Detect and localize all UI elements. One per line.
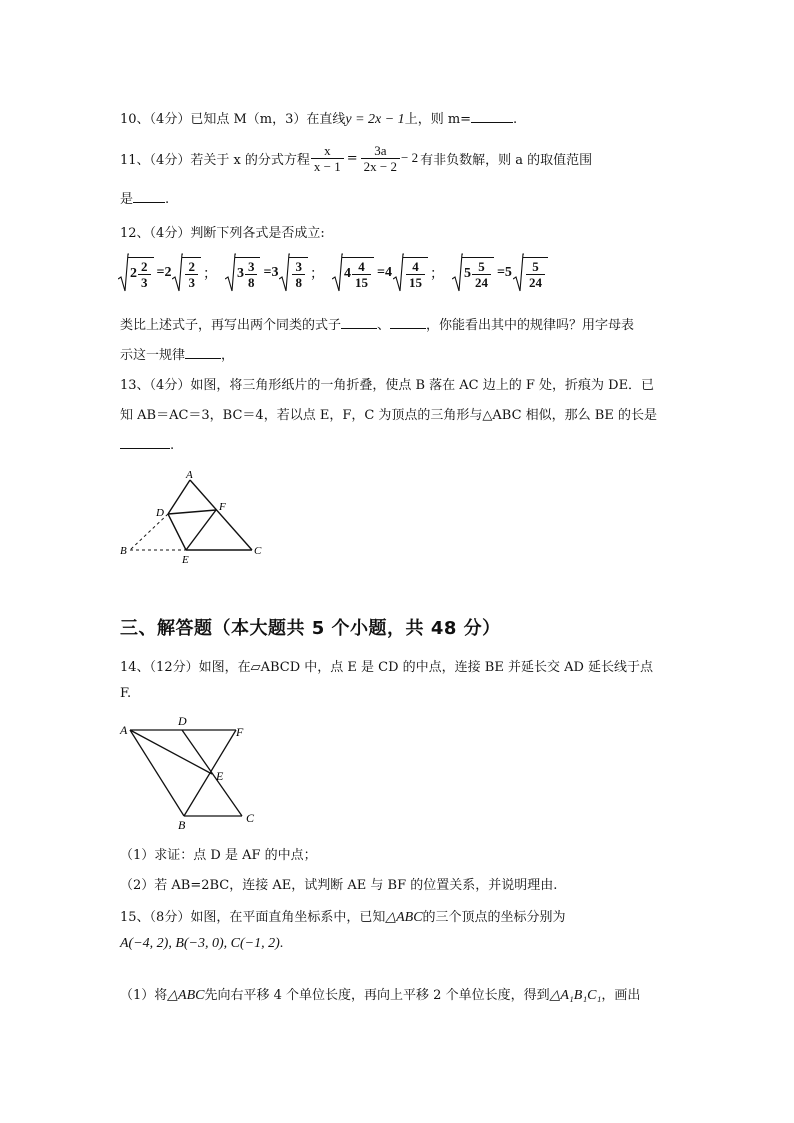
radical-sign <box>118 253 154 293</box>
frac-num: 2 <box>138 259 151 275</box>
q11-prefix: 11、（4分）若关于 x 的分式方程 <box>120 152 310 168</box>
label-a: A <box>186 469 193 481</box>
label-f: F <box>236 725 244 739</box>
q11-frac2-den: 2x − 2 <box>363 158 398 174</box>
segment-ef <box>186 510 216 550</box>
q11-equals: = <box>346 150 358 166</box>
q11-fraction-1 <box>311 143 344 174</box>
radical-sign <box>393 253 428 293</box>
radical-sign <box>452 253 494 293</box>
question-12-line4 <box>120 344 234 363</box>
q14-line1: 14、（12分）如图，在▱ABCD 中，点 E 是 CD 的中点，连接 BE 并延长交 AD 延长线于点 <box>120 660 654 675</box>
q14-sub1: （1）求证：点 D 是 AF 的中点； <box>120 848 317 863</box>
frac-den: 24 <box>528 274 542 290</box>
label-e: E <box>182 554 189 566</box>
q12-line1a: 类比上述式子，再写出两个同类的式子 <box>120 318 342 333</box>
q15-sub1a: （1）将 <box>120 988 168 1003</box>
q14-line2: F. <box>120 686 132 701</box>
q12-prefix: 12、（4分）判断下列各式是否成立: <box>120 226 325 241</box>
radical-frac <box>245 259 258 290</box>
question-12 <box>120 222 325 241</box>
q11-frac2-num: 3a <box>361 143 400 159</box>
frac-den: 3 <box>141 274 148 290</box>
label-e: E <box>216 769 224 783</box>
q11-line2: 是 <box>120 192 134 207</box>
question-14-sub1 <box>120 844 317 863</box>
q10-prefix: 10、（4分）已知点 M（m，3）在直线 <box>120 112 346 127</box>
radical-int: 5 <box>463 266 471 281</box>
q15-triangle: △ABC <box>385 910 423 925</box>
frac-den: 24 <box>474 274 488 290</box>
q11-frac1-num: x <box>311 143 344 159</box>
radical-coef: =3 <box>263 265 279 280</box>
q12-line2-end: ， <box>221 348 235 363</box>
radical-frac <box>292 259 305 290</box>
q10-suffix: 上，则 m= <box>404 112 472 127</box>
q13-line2: 知 AB＝AC＝3，BC＝4，若以点 E，F，C 为顶点的三角形与△ABC 相似，那么 BE 的长是 <box>120 408 657 423</box>
frac-den: 3 <box>188 274 195 290</box>
q15-triangle-2: △ABC <box>167 988 205 1003</box>
q13-line1: 13、（4分）如图，将三角形纸片的一角折叠，使点 B 落在 AC 边上的 F 处，折痕为 DE．已 <box>120 378 655 393</box>
q12-blank-3[interactable] <box>185 346 221 359</box>
frac-den: 8 <box>247 274 255 290</box>
q12-line1b: ，你能看出其中的规律吗？用字母表 <box>426 318 635 333</box>
question-13-line2 <box>120 404 657 423</box>
radical-sign <box>332 253 374 293</box>
q15-sub1b: 先向右平移 4 个单位长度，再向上平移 2 个单位长度，得到 <box>204 988 550 1003</box>
radical-frac <box>352 259 371 290</box>
q12-line2a: 示这一规律 <box>120 348 186 363</box>
side-ad <box>168 480 190 514</box>
radical-frac <box>406 259 425 290</box>
q15-triangle-a1b1c1: △A₁B₁C₁ <box>549 988 602 1003</box>
line-ab <box>130 730 184 816</box>
separator: ； <box>202 267 217 282</box>
radical-coef: =5 <box>496 265 512 280</box>
radical-int: 2 <box>130 266 137 281</box>
q11-suffix: 有非负数解，则 a 的取值范围 <box>420 152 593 168</box>
label-d: D <box>156 507 164 519</box>
q10-answer-blank[interactable] <box>471 110 513 123</box>
figure-q14-parallelogram <box>116 712 276 832</box>
q12-radical-expressions <box>118 250 548 296</box>
q15-sub1c: ，画出 <box>601 988 641 1003</box>
frac-num: 3 <box>292 259 305 275</box>
q12-comma: 、 <box>377 318 391 333</box>
label-d: D <box>178 714 187 728</box>
radical-coef: =2 <box>156 265 172 280</box>
question-13-line1 <box>120 374 654 393</box>
segment-df <box>168 510 216 514</box>
q11-answer-blank[interactable] <box>133 190 165 203</box>
frac-den: 15 <box>408 274 422 290</box>
q10-equation: y = 2x − 1 <box>345 112 405 127</box>
frac-num: 3 <box>245 259 258 275</box>
label-c: C <box>254 545 262 557</box>
question-15-coords <box>120 936 283 952</box>
question-14-sub2 <box>120 874 557 893</box>
question-10 <box>120 108 517 128</box>
q13-end: . <box>170 438 175 453</box>
fold-de <box>168 514 186 550</box>
question-14-line1 <box>120 656 653 675</box>
q12-blank-2[interactable] <box>390 316 426 329</box>
label-b: B <box>120 545 127 557</box>
frac-num: 2 <box>185 259 198 275</box>
figure-q13-triangle-fold <box>116 468 276 568</box>
q15-coordinates: A(−4, 2), B(−3, 0), C(−1, 2) <box>120 936 280 951</box>
frac-num: 4 <box>406 259 425 275</box>
separator: ； <box>309 267 324 282</box>
q11-minus-two: − 2 <box>401 150 419 165</box>
line-ae <box>130 730 212 774</box>
radical-frac <box>138 259 151 290</box>
q11-end: . <box>165 192 170 207</box>
label-f: F <box>219 501 226 513</box>
q12-blank-1[interactable] <box>341 316 377 329</box>
frac-num: 4 <box>352 259 371 275</box>
radical-frac <box>185 259 198 290</box>
label-b: B <box>178 818 186 832</box>
q15-line1b: 的三个顶点的坐标分别为 <box>422 910 566 925</box>
frac-num: 5 <box>526 259 545 275</box>
separator: ； <box>429 267 444 282</box>
question-13-line3 <box>120 436 174 453</box>
q14-sub2: （2）若 AB=2BC，连接 AE，试判断 AE 与 BF 的位置关系，并说明理由. <box>120 878 558 893</box>
radical-int: 4 <box>343 266 351 281</box>
frac-den: 15 <box>354 274 368 290</box>
question-11 <box>120 140 592 176</box>
q11-fraction-2 <box>361 143 400 174</box>
question-12-line3 <box>120 314 634 333</box>
question-15-sub1 <box>120 984 640 1004</box>
question-11-line2 <box>120 188 169 207</box>
question-15-line1 <box>120 906 566 926</box>
question-14-line2 <box>120 686 131 701</box>
radical-sign <box>225 253 261 293</box>
radical-sign <box>172 253 201 293</box>
frac-den: 8 <box>295 274 302 290</box>
label-a: A <box>120 723 128 737</box>
q15-coords-end: . <box>279 936 284 951</box>
label-c: C <box>246 811 255 825</box>
dashed-db <box>130 514 168 550</box>
section-3-title: 三、解答题（本大题共 5 个小题，共 48 分） <box>120 618 501 639</box>
radical-sign <box>513 253 548 293</box>
q15-line1a: 15、（8分）如图，在平面直角坐标系中，已知 <box>120 910 386 925</box>
q13-answer-blank[interactable] <box>120 436 170 449</box>
frac-num: 5 <box>472 259 491 275</box>
side-ac <box>190 480 252 550</box>
radical-int: 3 <box>236 266 244 281</box>
radical-frac <box>472 259 491 290</box>
q11-frac1-den: x − 1 <box>313 158 341 174</box>
radical-sign <box>279 253 308 293</box>
radical-coef: =4 <box>376 265 392 280</box>
line-dc <box>182 730 242 816</box>
q10-end: . <box>513 112 518 127</box>
radical-frac <box>526 259 545 290</box>
